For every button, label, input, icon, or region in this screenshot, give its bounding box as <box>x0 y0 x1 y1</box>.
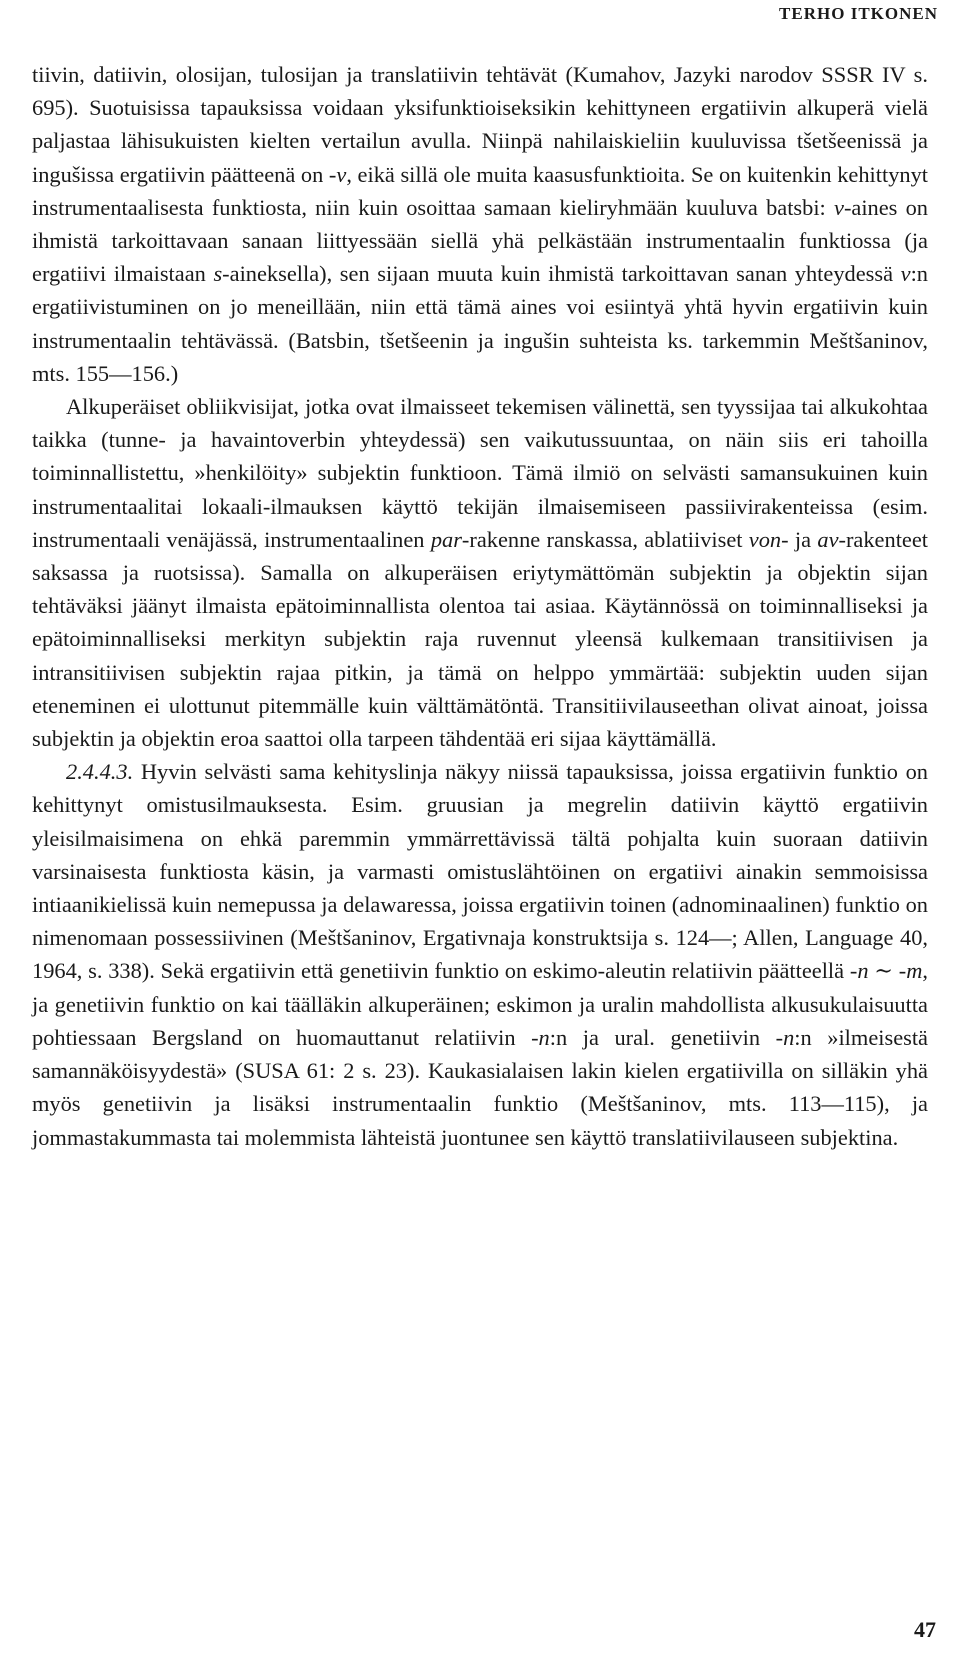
running-head: TERHO ITKONEN <box>779 4 938 23</box>
text-segment: :n »ilmeisestä samannäköisyydestä» (SUSA 61: 2 s. 23). Kaukasialaisen lakin kielen ergatiivilla on silläkin yhä myös genetiivin ja lisäksi instrumentaalin funktio (Meštšaninov, mts. 113—115), ja jommastakummasta tai molemmista lähteistä juontunee sen käyttö translatiivilauseen subjektina. <box>32 1024 928 1150</box>
text-segment: :n ja ural. genetiivin <box>549 1024 776 1050</box>
text-segment: -aines on ihmistä tarkoittavaan sanaan liittyessään siellä yhä pelkästään instrumentaalin funktiossa (ja ergatiivi ilmaistaan <box>32 194 928 287</box>
italic-segment: -v <box>328 161 347 187</box>
text-segment: tiivin, datiivin, olosijan, tulosijan ja translatiivin tehtävät (Kumahov, Jazyki narodov SSSR IV s. 695). Suotuisissa tapauksissa voidaan yksifunktioiseksikin kehittyneen ergatiivin alkuperä vielä paljastaa lähisukuisten kielten vertailun avulla. Niinpä nahilaiskieliin kuuluvissa tšetšeenissä ja ingušissa ergatiivin päätteenä on <box>32 62 928 187</box>
text-segment: - ja <box>781 526 818 552</box>
paragraph-3 <box>32 755 928 1153</box>
italic-segment: par <box>430 526 462 552</box>
italic-segment: v <box>900 261 911 287</box>
text-segment: -aineksella), sen sijaan muuta kuin ihmistä tarkoittavan sanan yhteydessä <box>222 261 901 287</box>
body-text <box>32 58 928 1154</box>
paragraph-2 <box>32 390 928 755</box>
text-segment: Alkuperäiset obliikvisijat, jotka ovat ilmaisseet tekemisen välinettä, sen tyyssijaa tai alkukohtaa taikka (tunne- ja havaintoverbin yhteydessä) sen vaikutussuuntaa, on näin siis eri tahoilla toiminnallistettu, »henkilöity» subjektin funktioon. Tämä ilmiö on selvästi samansukuinen kuin instrumentaalitai lokaali-ilmauksen käyttö tekijän ilmaisemiseen passiivirakenteissa (esim. instrumentaali venäjässä, instrumentaalinen <box>32 394 928 552</box>
italic-segment: von <box>748 526 782 552</box>
text-segment: :n ergatiivistuminen on jo meneillään, niin että tämä aines voi esiintyä yhtä hyvin ergatiivin kuin instrumentaalin tehtävässä. (Batsbin, tšetšeenin ja ingušin suhteista ks. tarkemmin Meštšaninov, mts. 155—156.) <box>32 261 928 386</box>
text-segment: -rakenne ranskassa, ablatiiviset <box>461 526 749 552</box>
page-number: 47 <box>914 1617 936 1642</box>
text-segment: , ja genetiivin funktio on kai täälläkin alkuperäinen; eskimon ja uralin mahdollista alkusukulaisuutta pohtiessaan Bergsland on huomauttanut relatiivin <box>32 958 929 1050</box>
italic-segment: av <box>817 526 839 552</box>
section-number: 2.4.4.3. <box>66 759 134 785</box>
italic-segment: -n <box>531 1024 550 1050</box>
text-segment: -rakenteet saksassa ja ruotsissa). Samalla on alkuperäisen eriytymättömän subjektin ja objektin sijan tehtäväksi jäänyt ilmaista epätoiminnallista olentoa tai asiaa. Käytännössä on toiminnalliseksi ja epätoiminnalliseksi merkityn subjektin raja ruvennut yleensä kulkemaan transitiivisen ja intransitiivisen subjektin rajaa pitkin, ja tämä on helppo ymmärtää: subjektin uuden sijan eteneminen ei ulottunut pitemmälle kuin välttämätöntä. Transitiivilauseethan olivat ainoat, joissa subjektin ja objektin eroa saattoi olla tarpeen tähdentää eri sijaa käyttämällä. <box>32 526 929 752</box>
text-segment: Hyvin selvästi sama kehityslinja näkyy niissä tapauksissa, joissa ergatiivin funktio on kehittynyt omistusilmauksesta. Esim. gruusian ja megrelin datiivin käyttö ergatiivin yleisilmaisimena on ehkä paremmin ymmärrettävissä tältä pohjalta kuin suoraan datiivin varsinaisesta funktiosta käsin, ja varmasti omistuslähtöinen on ergatiivi ainakin semmoisissa intiaanikielissä kuin nemepussa ja delawaressa, joissa ergatiivin toinen (adnominaalinen) funktio on nimenomaan possessiivinen (Meštšaninov, Ergativnaja konstruktsija s. 124—; Allen, Language 40, 1964, s. 338). Sekä ergatiivin että genetiivin funktio on eskimo-aleutin relatiivin päätteellä <box>32 759 928 984</box>
italic-segment: s <box>213 261 223 287</box>
italic-segment: -n <box>775 1024 795 1050</box>
italic-segment: -n ∼ -m <box>849 958 923 984</box>
text-segment: , eikä sillä ole muita kaasusfunktioita. Se on kuitenkin kehittynyt instrumentaalisesta funktiosta, niin kuin osoittaa samaan kieliryhmään kuuluva batsbi: <box>32 161 929 220</box>
paragraph-1 <box>32 58 928 390</box>
italic-segment: v <box>833 194 844 220</box>
